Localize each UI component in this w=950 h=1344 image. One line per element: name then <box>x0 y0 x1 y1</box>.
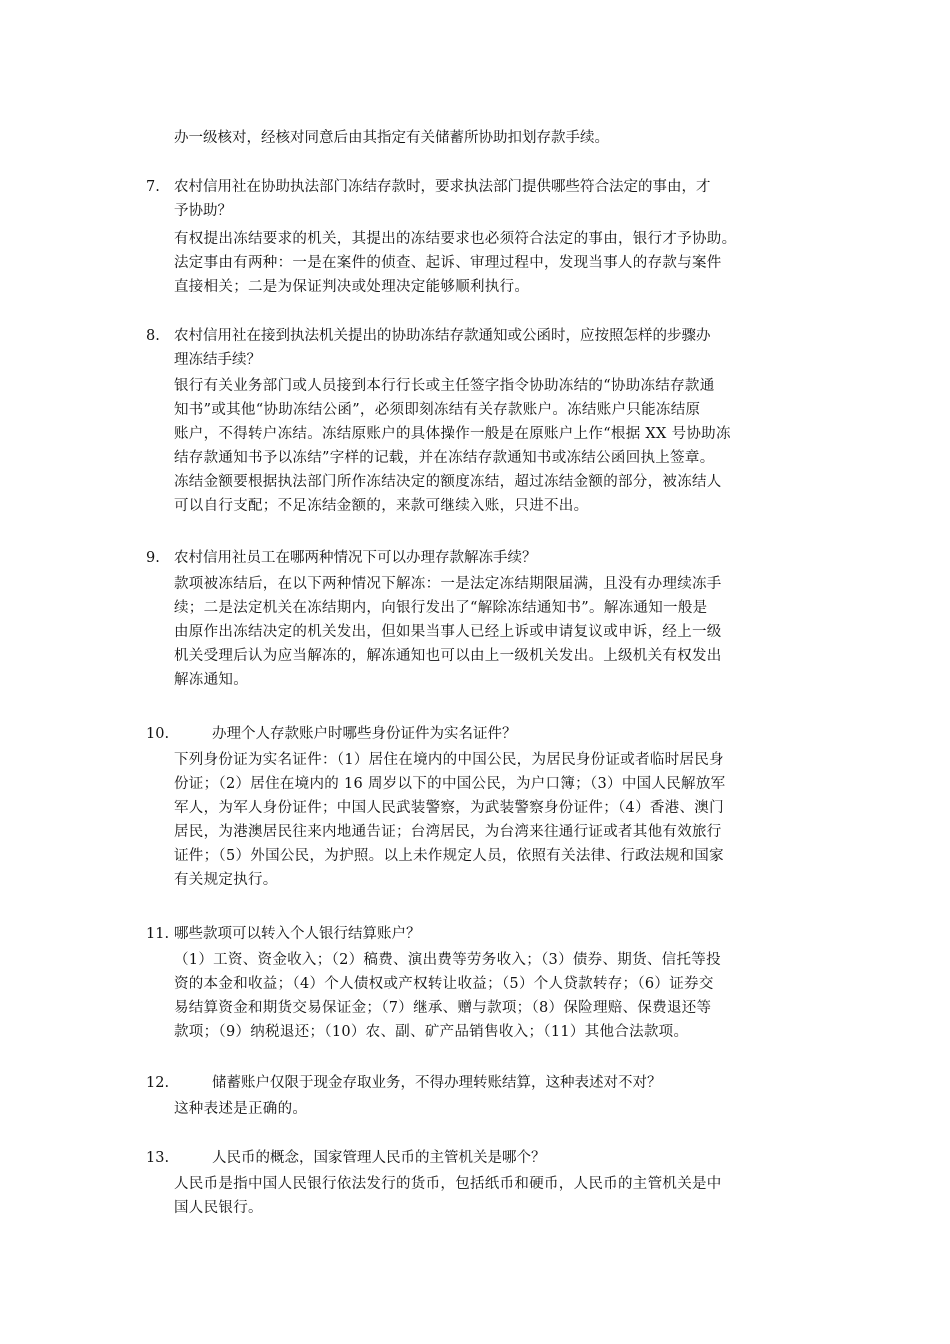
item-number: 10. <box>146 726 170 742</box>
question-text <box>212 1146 824 1170</box>
question-text <box>174 922 824 946</box>
item-number: 12. <box>146 1075 170 1091</box>
answer-text <box>174 227 824 299</box>
answer-line: 军人，为军人身份证件；中国人民武装警察，为武装警察身份证件；（4）香港、澳门 <box>174 800 724 816</box>
question-line: 理冻结手续？ <box>174 352 261 368</box>
answer-line: 银行有关业务部门或人员接到本行行长或主任签字指令协助冻结的“协助冻结存款通 <box>174 378 715 394</box>
question-text <box>174 324 824 372</box>
question-text <box>174 546 824 570</box>
item-number: 9. <box>146 550 160 566</box>
answer-line: 份证；（2）居住在境内的 16 周岁以下的中国公民，为户口簿；（3）中国人民解放军 <box>174 776 726 792</box>
answer-line: 由原作出冻结决定的机关发出，但如果当事人已经上诉或申请复议或申诉，经上一级 <box>174 624 722 640</box>
answer-line: 这种表述是正确的。 <box>174 1101 308 1117</box>
answer-line: 机关受理后认为应当解冻的，解冻通知也可以由上一级机关发出。上级机关有权发出 <box>174 648 722 664</box>
answer-text <box>174 1172 824 1220</box>
question-line: 哪些款项可以转入个人银行结算账户？ <box>174 926 421 942</box>
question-line: 储蓄账户仅限于现金存取业务，不得办理转账结算，这种表述对不对？ <box>212 1075 662 1091</box>
question-text <box>212 1071 824 1095</box>
question-text <box>174 175 824 223</box>
continuation-paragraph: 办一级核对，经核对同意后由其指定有关储蓄所协助扣划存款手续。 <box>174 130 609 146</box>
answer-line: 知书”或其他“协助冻结公函”，必须即刻冻结有关存款账户。冻结账户只能冻结原 <box>174 402 701 418</box>
answer-text <box>174 748 824 892</box>
answer-text <box>174 374 824 518</box>
answer-line: 资的本金和收益；（4）个人债权或产权转让收益；（5）个人贷款转存；（6）证券交 <box>174 976 714 992</box>
question-line: 人民币的概念，国家管理人民币的主管机关是哪个？ <box>212 1150 546 1166</box>
item-number: 11. <box>146 926 170 942</box>
answer-line: 冻结金额要根据执法部门所作冻结决定的额度冻结，超过冻结金额的部分，被冻结人 <box>174 474 722 490</box>
question-line: 农村信用社员工在哪两种情况下可以办理存款解冻手续？ <box>174 550 537 566</box>
answer-line: （1）工资、资金收入；（2）稿费、演出费等劳务收入；（3）债券、期货、信托等投 <box>174 952 721 968</box>
answer-line: 解冻通知。 <box>174 672 248 688</box>
answer-line: 可以自行支配；不足冻结金额的，来款可继续入账，只进不出。 <box>174 498 589 514</box>
question-line: 农村信用社在协助执法部门冻结存款时，要求执法部门提供哪些符合法定的事由，才 <box>174 179 711 195</box>
answer-line: 有关规定执行。 <box>174 872 278 888</box>
item-number: 13. <box>146 1150 170 1166</box>
answer-line: 续；二是法定机关在冻结期内，向银行发出了“解除冻结通知书”。解冻通知一般是 <box>174 600 708 616</box>
answer-line: 直接相关；二是为保证判决或处理决定能够顺利执行。 <box>174 279 530 295</box>
question-line: 办理个人存款账户时哪些身份证件为实名证件？ <box>212 726 517 742</box>
question-line: 农村信用社在接到执法机关提出的协助冻结存款通知或公函时，应按照怎样的步骤办 <box>174 328 711 344</box>
answer-line: 法定事由有两种：一是在案件的侦查、起诉、审理过程中，发现当事人的存款与案件 <box>174 255 722 271</box>
answer-line: 证件；（5）外国公民，为护照。以上未作规定人员，依照有关法律、行政法规和国家 <box>174 848 724 864</box>
answer-line: 有权提出冻结要求的机关，其提出的冻结要求也必须符合法定的事由，银行才予协助。 <box>174 231 737 247</box>
answer-line: 账户，不得转户冻结。冻结原账户的具体操作一般是在原账户上作“根据 XX 号协助冻 <box>174 426 731 442</box>
item-number: 8. <box>146 328 160 344</box>
question-text <box>212 722 824 746</box>
item-number: 7. <box>146 179 160 195</box>
answer-text <box>174 572 824 692</box>
answer-line: 款项；（9）纳税退还；（10）农、副、矿产品销售收入；（11）其他合法款项。 <box>174 1024 689 1040</box>
answer-line: 易结算资金和期货交易保证金；（7）继承、赠与款项；（8）保险理赔、保费退还等 <box>174 1000 712 1016</box>
answer-line: 款项被冻结后，在以下两种情况下解冻：一是法定冻结期限届满，且没有办理续冻手 <box>174 576 722 592</box>
answer-text <box>174 948 824 1044</box>
answer-line: 结存款通知书予以冻结”字样的记载，并在冻结存款通知书或冻结公函回执上签章。 <box>174 450 715 466</box>
answer-line: 国人民银行。 <box>174 1200 263 1216</box>
answer-line: 居民，为港澳居民往来内地通告证；台湾居民，为台湾来往通行证或者其他有效旅行 <box>174 824 722 840</box>
answer-text <box>174 1097 824 1121</box>
question-line: 予协助？ <box>174 203 232 219</box>
answer-line: 下列身份证为实名证件：（1）居住在境内的中国公民，为居民身份证或者临时居民身 <box>174 752 724 768</box>
answer-line: 人民币是指中国人民银行依法发行的货币，包括纸币和硬币，人民币的主管机关是中 <box>174 1176 722 1192</box>
